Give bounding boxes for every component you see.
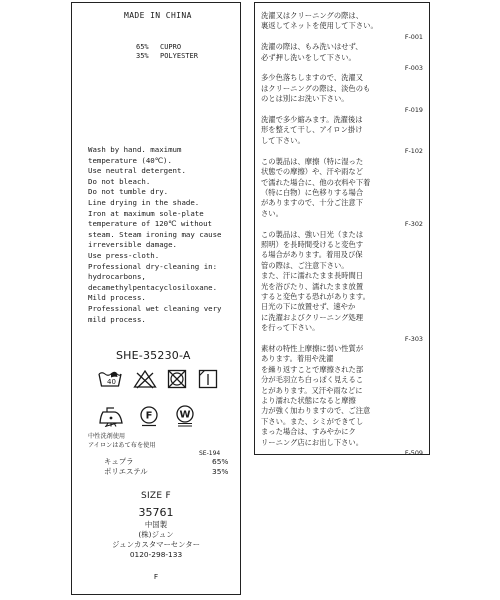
care-instruction-line: Professional dry-cleaning in: — [88, 261, 218, 271]
care-note-line: で濡れた場合に、他の衣料や下着 — [261, 177, 371, 187]
fiber-row — [136, 52, 198, 61]
company-name: (株)ジュン — [138, 530, 174, 539]
care-notes-jp — [261, 11, 423, 458]
wet-clean-w-very-mild-icon — [174, 405, 196, 427]
care-instruction-line: Professional wet cleaning very — [88, 303, 222, 313]
size-label: SIZE F — [140, 491, 172, 501]
do-not-tumble-dry-icon — [167, 369, 187, 389]
care-note-line: 多少色落ちしますので、洗濯又 — [261, 73, 364, 83]
care-instruction-line: Do not tumble dry. — [88, 187, 169, 197]
iron-low-no-steam-icon — [98, 405, 124, 427]
fiber-row-jp — [104, 467, 228, 477]
care-code: F-303 — [404, 334, 423, 343]
care-instruction-line: steam. Steam ironing may cause — [88, 229, 222, 239]
fiber-percent: 65% — [136, 43, 149, 51]
do-not-bleach-icon — [133, 369, 157, 389]
care-note-line: 管の際は、ご注意下さい。 — [261, 260, 349, 270]
fiber-name-jp: キュプラ — [104, 457, 134, 466]
care-instruction-line: Do not bleach. — [88, 176, 151, 186]
care-note-line: 洗濯の際は、もみ洗いはせず、 — [261, 42, 363, 52]
fiber-row-jp — [104, 457, 228, 467]
care-instruction-line: mild process. — [88, 314, 146, 324]
care-note-line: 下さい。また、シミができてし — [261, 416, 364, 426]
country-of-origin: 中国製 — [144, 520, 168, 529]
care-label-left — [71, 2, 241, 595]
care-code: F-509 — [404, 449, 423, 458]
care-note-line: 日光の下に放置せず、速やか — [261, 302, 356, 312]
care-note-line: 光を浴びたり、濡れたまま放置 — [261, 281, 364, 291]
fiber-name: CUPRO — [160, 43, 182, 51]
product-code: SHE-35230-A — [116, 349, 191, 362]
care-note-line: 裏返してネットを使用して下さい。 — [261, 21, 378, 31]
jp-care-note — [88, 432, 156, 450]
care-note-line: この製品は、摩擦（特に湿った — [261, 156, 364, 166]
care-note-line: とがあります。又汗や雨などに — [261, 385, 363, 395]
jp-note-line: アイロンはあて布を使用 — [88, 442, 156, 449]
care-instruction-line: Use neutral detergent. — [88, 166, 186, 176]
care-note-line: る場合があります。着用及び保 — [261, 250, 363, 260]
care-note-line: （特に白物）に色移りする場合 — [261, 187, 364, 197]
care-note-line: リーニング店にお出し下さい。 — [261, 437, 364, 447]
care-instruction-line: Mild process. — [88, 293, 146, 303]
care-note-line: 力が強く加わりますので、ご注意 — [261, 406, 371, 416]
care-instruction-line: Line drying in the shade. — [88, 197, 200, 207]
care-note-line: 照明）を長時間受けると変色す — [261, 239, 364, 249]
care-instruction-line: Iron at maximum sole-plate — [88, 208, 204, 218]
care-note-line: 素材の特性上摩擦に弱い性質が — [261, 344, 364, 353]
fiber-percent: 35% — [136, 52, 149, 60]
care-note-line: 洗濯で多少縮みます。洗濯後は — [261, 115, 363, 125]
se-code: SE-194 — [199, 450, 221, 457]
care-code: F-001 — [404, 32, 423, 41]
care-note-line: 洗濯又はクリーニングの際は、 — [261, 11, 364, 20]
phone-number: 0120-298-133 — [129, 550, 183, 559]
care-instruction-line: temperature of 120℃ without — [88, 219, 212, 229]
care-code: F-302 — [404, 220, 423, 229]
wet-clean-letter: W — [179, 409, 191, 421]
care-note-line: 状態での摩擦）や、汗や雨など — [261, 167, 364, 177]
item-number: 35761 — [138, 506, 174, 519]
maker-info — [72, 506, 240, 560]
care-code: F-003 — [404, 64, 423, 73]
care-label-right — [254, 2, 430, 458]
fiber-percent-jp: 35% — [212, 466, 229, 476]
care-symbols-row-1 — [98, 369, 218, 389]
care-note-line: あります。着用や洗濯 — [261, 354, 334, 364]
fiber-composition-jp — [104, 457, 228, 476]
care-note-line: すると変色する恐れがあります。 — [261, 291, 370, 301]
wash-temp-label: 40 — [107, 378, 116, 386]
care-note-line: を行って下さい。 — [261, 323, 320, 333]
care-instruction-line: Use press-cloth. — [88, 250, 160, 260]
dry-clean-f-mild-icon — [138, 405, 160, 427]
care-instruction-line: temperature (40℃). — [88, 155, 172, 165]
jp-note-line: 中性洗剤使用 — [88, 433, 126, 440]
care-code: F-102 — [404, 147, 423, 156]
care-note-line: のとは別にお洗い下さい。 — [261, 94, 349, 104]
dry-clean-letter: F — [145, 410, 153, 422]
customer-center: ジュンカスタマーセンター — [111, 540, 201, 549]
footer-letter: F — [153, 572, 159, 581]
care-code: F-019 — [404, 105, 423, 114]
fiber-name: POLYESTER — [160, 52, 198, 60]
fiber-composition-en — [136, 43, 198, 61]
care-note-line: 分が毛羽立ち白っぽく見えるこ — [261, 375, 364, 385]
care-note-line: して下さい。 — [261, 135, 305, 145]
care-instruction-line: decamethylpentacyclosiloxane. — [88, 282, 218, 292]
care-note-line: この製品は、強い日光（または — [261, 229, 364, 239]
hand-wash-40-icon — [98, 369, 122, 389]
care-instructions-en — [88, 145, 238, 325]
care-note-line: はクリーニングの際は、淡色のも — [261, 83, 371, 93]
care-note-line: に洗濯およびクリーニング処理 — [261, 312, 364, 322]
care-note-line: 必ず押し洗いをして下さい。 — [261, 52, 356, 62]
fiber-name-jp: ポリエステル — [104, 466, 148, 476]
care-instruction-line: Wash by hand. maximum — [88, 145, 182, 154]
care-note-line: より濡れた状態になると摩擦 — [261, 396, 356, 406]
care-note-line: 形を整えて干し、アイロン掛け — [261, 125, 363, 135]
care-note-line: まった場合は、すみやかにク — [261, 427, 356, 437]
care-note-line: を繰り返すことで摩擦された部 — [261, 364, 364, 374]
fiber-percent-jp: 65% — [212, 457, 229, 466]
line-dry-shade-icon — [198, 369, 218, 389]
fiber-row — [136, 43, 198, 52]
care-note-line: また、汗に濡れたまま長時間日 — [261, 271, 364, 281]
made-in-text: MADE IN CHINA — [124, 11, 192, 20]
care-note-line: がありますので、十分ご注意下 — [261, 198, 364, 208]
care-note-line: さい。 — [261, 208, 283, 218]
care-instruction-line: irreversible damage. — [88, 240, 177, 250]
care-instruction-line: hydrocarbons, — [88, 272, 146, 282]
care-symbols-row-2 — [98, 405, 196, 427]
